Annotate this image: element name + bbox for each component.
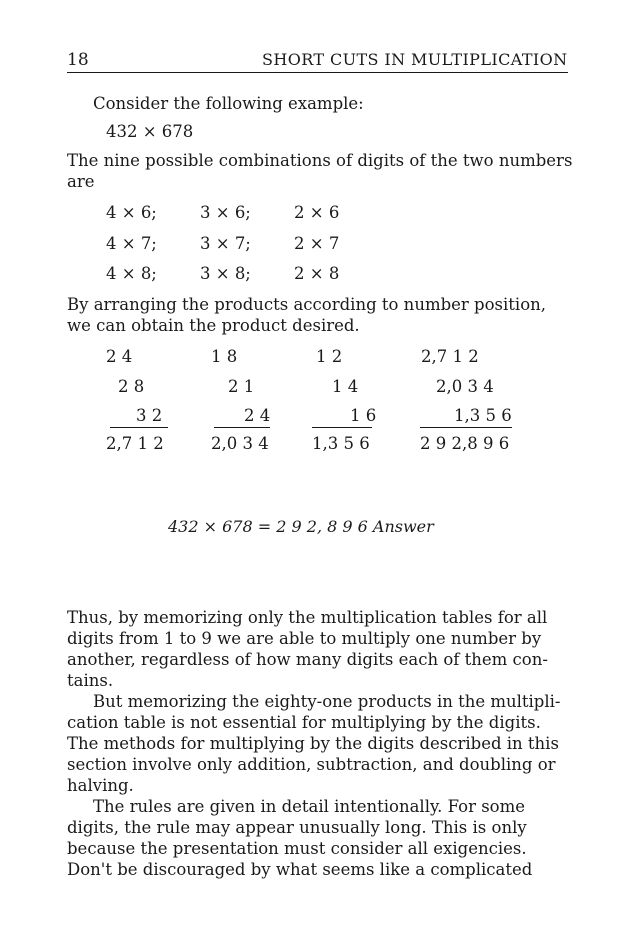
combination: 4 × 7; (106, 234, 157, 253)
partial-product: 3 2 (136, 406, 163, 425)
sum-rule (420, 427, 512, 428)
combination: 3 × 7; (200, 234, 251, 253)
partial-product: 1 8 (211, 347, 238, 366)
partial-product: 2,7 1 2 (421, 347, 479, 366)
body-line: cation table is not essential for multiplying by the digits. (67, 713, 541, 732)
combination: 3 × 6; (200, 203, 251, 222)
intro-line: are (67, 172, 95, 191)
body-line: digits, the rule may appear unusually long. This is only (67, 818, 527, 837)
running-head: SHORT CUTS IN MULTIPLICATION (262, 50, 568, 69)
sum-rule (312, 427, 372, 428)
body-line: But memorizing the eighty-one products in the multipli- (93, 692, 561, 711)
partial-product: 1 4 (332, 377, 359, 396)
column-total: 2,7 1 2 (106, 434, 164, 453)
body-line: because the presentation must consider all exigencies. (67, 839, 527, 858)
body-line: halving. (67, 776, 134, 795)
sum-rule (214, 427, 270, 428)
combination: 4 × 8; (106, 264, 157, 283)
body-line: Don't be discouraged by what seems like a complicated (67, 860, 533, 879)
body-line: tains. (67, 671, 114, 690)
partial-product: 1,3 5 6 (454, 406, 512, 425)
partial-product: 1 6 (350, 406, 377, 425)
partial-product: 2 8 (118, 377, 145, 396)
arranging-line: we can obtain the product desired. (67, 316, 360, 335)
partial-product: 1 2 (316, 347, 343, 366)
combination: 2 × 7 (294, 234, 340, 253)
body-line: The rules are given in detail intentionally. For some (93, 797, 526, 816)
sum-rule (110, 427, 168, 428)
body-line: section involve only addition, subtraction, and doubling or (67, 755, 556, 774)
combination: 2 × 6 (294, 203, 340, 222)
column-total: 2 9 2,8 9 6 (420, 434, 510, 453)
body-line: digits from 1 to 9 we are able to multiply one number by (67, 629, 542, 648)
partial-product: 2,0 3 4 (436, 377, 494, 396)
header-rule (67, 72, 568, 73)
body-line: another, regardless of how many digits each of them con- (67, 650, 548, 669)
body-line: The methods for multiplying by the digits described in this (67, 734, 559, 753)
combination: 2 × 8 (294, 264, 340, 283)
example-expression: 432 × 678 (106, 122, 194, 141)
intro-line: Consider the following example: (93, 94, 364, 113)
combination: 3 × 8; (200, 264, 251, 283)
column-total: 1,3 5 6 (312, 434, 370, 453)
intro-line: The nine possible combinations of digits of the two numbers (67, 151, 573, 170)
page-number: 18 (67, 50, 89, 70)
partial-product: 2 4 (106, 347, 133, 366)
combination: 4 × 6; (106, 203, 157, 222)
arranging-line: By arranging the products according to number position, (67, 295, 546, 314)
column-total: 2,0 3 4 (211, 434, 269, 453)
partial-product: 2 4 (244, 406, 271, 425)
body-line: Thus, by memorizing only the multiplication tables for all (67, 608, 548, 627)
result-equation: 432 × 678 = 2 9 2, 8 9 6 Answer (168, 517, 434, 536)
partial-product: 2 1 (228, 377, 255, 396)
